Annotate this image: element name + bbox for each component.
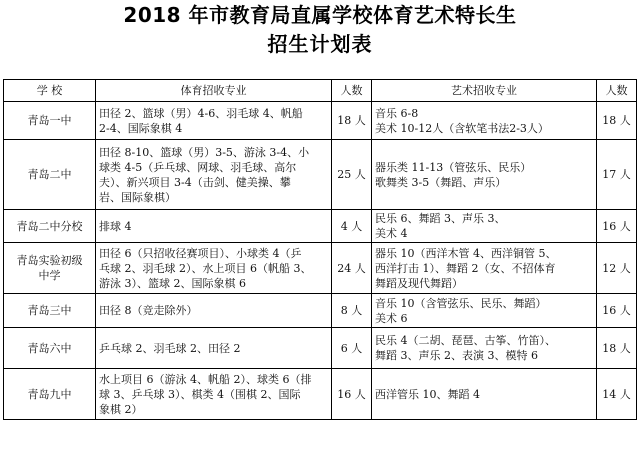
table-row <box>4 210 637 243</box>
art-count-cell <box>597 369 637 420</box>
document-subtitle: 招生计划表 <box>267 32 373 56</box>
cell-line: 夫）、新兴项目 3-4（击剑、健美操、攀 <box>99 175 291 189</box>
table-header-row <box>4 80 637 102</box>
art-count-cell <box>597 102 637 140</box>
cell-line: 美术 4 <box>375 227 408 240</box>
cell-line: 西洋管乐 10、舞蹈 4 <box>375 387 480 401</box>
table-row <box>4 294 637 328</box>
cell-line: 民乐 6、舞蹈 3、声乐 3、 <box>375 212 506 225</box>
cell-line: 17 人 <box>602 168 631 181</box>
cell-line: 2-4、国际象棋 4 <box>99 121 183 135</box>
cell-line: 青岛二中分校 <box>16 219 83 233</box>
cell-line: 青岛二中 <box>27 168 72 181</box>
cell-line: 青岛三中 <box>27 304 72 317</box>
cell-line: 排球 4 <box>99 219 132 233</box>
sport-major-cell <box>96 369 332 420</box>
school-cell <box>4 369 96 420</box>
art-major-cell <box>372 210 597 243</box>
art-major-cell <box>372 294 597 328</box>
cell-line: 水上项目 6（游泳 4、帆船 2）、球类 6（排 <box>99 372 312 386</box>
table-row <box>4 369 637 420</box>
cell-line: 25 人 <box>337 168 366 181</box>
header-art-count: 人数 <box>597 80 637 102</box>
cell-line: 乓球 2、羽毛球 2）、水上项目 6（帆船 3、 <box>99 261 312 275</box>
header-sport-major: 体育招收专业 <box>96 80 332 102</box>
header-art-major: 艺术招收专业 <box>372 80 597 102</box>
cell-line: 16 人 <box>337 387 366 401</box>
cell-line: 乒乓球 2、羽毛球 2、田径 2 <box>99 341 241 355</box>
cell-line: 8 人 <box>340 304 363 317</box>
art-major-cell <box>372 243 597 294</box>
cell-line: 器乐 10（西洋木管 4、西洋铜管 5、 <box>375 246 557 260</box>
cell-line: 民乐 4（二胡、琵琶、古筝、竹笛）、 <box>375 334 556 347</box>
sport-count-cell <box>332 369 372 420</box>
header-school: 学 校 <box>4 80 96 102</box>
art-count-cell <box>597 294 637 328</box>
cell-line: 田径 6（只招收径赛项目）、小球类 4（乒 <box>99 246 302 260</box>
sport-count-cell <box>332 210 372 243</box>
art-count-cell <box>597 328 637 369</box>
school-cell <box>4 328 96 369</box>
table-row <box>4 328 637 369</box>
cell-line: 16 人 <box>602 304 631 317</box>
document-title: 2018 年市教育局直属学校体育艺术特长生 <box>123 3 517 27</box>
table-row <box>4 140 637 210</box>
cell-line: 音乐 6-8 <box>375 106 419 120</box>
sport-count-cell <box>332 328 372 369</box>
cell-line: 中学 <box>38 269 61 282</box>
sport-major-cell <box>96 328 332 369</box>
cell-line: 舞蹈及现代舞蹈） <box>375 276 463 290</box>
cell-line: 14 人 <box>602 387 631 401</box>
art-count-cell <box>597 140 637 210</box>
cell-line: 4 人 <box>340 219 363 233</box>
sport-count-cell <box>332 243 372 294</box>
art-major-cell <box>372 140 597 210</box>
sport-major-cell <box>96 140 332 210</box>
cell-line: 音乐 10（含管弦乐、民乐、舞蹈） <box>375 296 547 310</box>
art-count-cell <box>597 210 637 243</box>
sport-count-cell <box>332 140 372 210</box>
school-cell <box>4 102 96 140</box>
school-cell <box>4 294 96 328</box>
sport-major-cell <box>96 243 332 294</box>
cell-line: 青岛实验初级 <box>16 254 83 267</box>
cell-line: 18 人 <box>337 114 366 127</box>
cell-line: 球类 4-5（乒乓球、网球、羽毛球、高尔 <box>99 160 297 174</box>
cell-line: 歌舞类 3-5（舞蹈、声乐） <box>375 175 507 189</box>
sport-count-cell <box>332 294 372 328</box>
cell-line: 田径 8（竞走除外） <box>99 304 198 317</box>
cell-line: 岩、国际象棋） <box>99 190 176 204</box>
art-major-cell <box>372 328 597 369</box>
cell-line: 6 人 <box>340 341 363 355</box>
table-row <box>4 243 637 294</box>
cell-line: 美术 10-12人（含软笔书法2-3人） <box>375 121 549 135</box>
cell-line: 12 人 <box>602 261 631 275</box>
sport-major-cell <box>96 102 332 140</box>
sport-count-cell <box>332 102 372 140</box>
cell-line: 田径 8-10、篮球（男）3-5、游泳 3-4、小 <box>99 145 310 159</box>
sport-major-cell <box>96 294 332 328</box>
school-cell <box>4 210 96 243</box>
art-major-cell <box>372 102 597 140</box>
cell-line: 游泳 3）、篮球 2、国际象棋 6 <box>99 276 246 290</box>
cell-line: 美术 6 <box>375 311 408 325</box>
cell-line: 18 人 <box>602 114 631 127</box>
cell-line: 24 人 <box>337 261 366 275</box>
cell-line: 青岛一中 <box>27 114 72 127</box>
cell-line: 象棋 2） <box>99 402 143 416</box>
cell-line: 18 人 <box>602 341 631 355</box>
table-row <box>4 102 637 140</box>
cell-line: 球 3、乒乓球 3）、棋类 4（围棋 2、国际 <box>99 387 301 401</box>
cell-line: 西洋打击 1）、舞蹈 2（女、不招体育 <box>375 261 556 275</box>
cell-line: 器乐类 11-13（管弦乐、民乐） <box>375 160 532 174</box>
school-cell <box>4 243 96 294</box>
art-count-cell <box>597 243 637 294</box>
sport-major-cell <box>96 210 332 243</box>
cell-line: 舞蹈 3、声乐 2、表演 3、模特 6 <box>375 349 538 362</box>
cell-line: 青岛九中 <box>27 387 72 401</box>
cell-line: 田径 2、篮球（男）4-6、羽毛球 4、帆船 <box>99 106 303 120</box>
cell-line: 16 人 <box>602 219 631 233</box>
table-body <box>4 102 637 420</box>
art-major-cell <box>372 369 597 420</box>
cell-line: 青岛六中 <box>27 341 72 355</box>
header-sport-count: 人数 <box>332 80 372 102</box>
school-cell <box>4 140 96 210</box>
enrollment-plan-table <box>3 79 637 420</box>
